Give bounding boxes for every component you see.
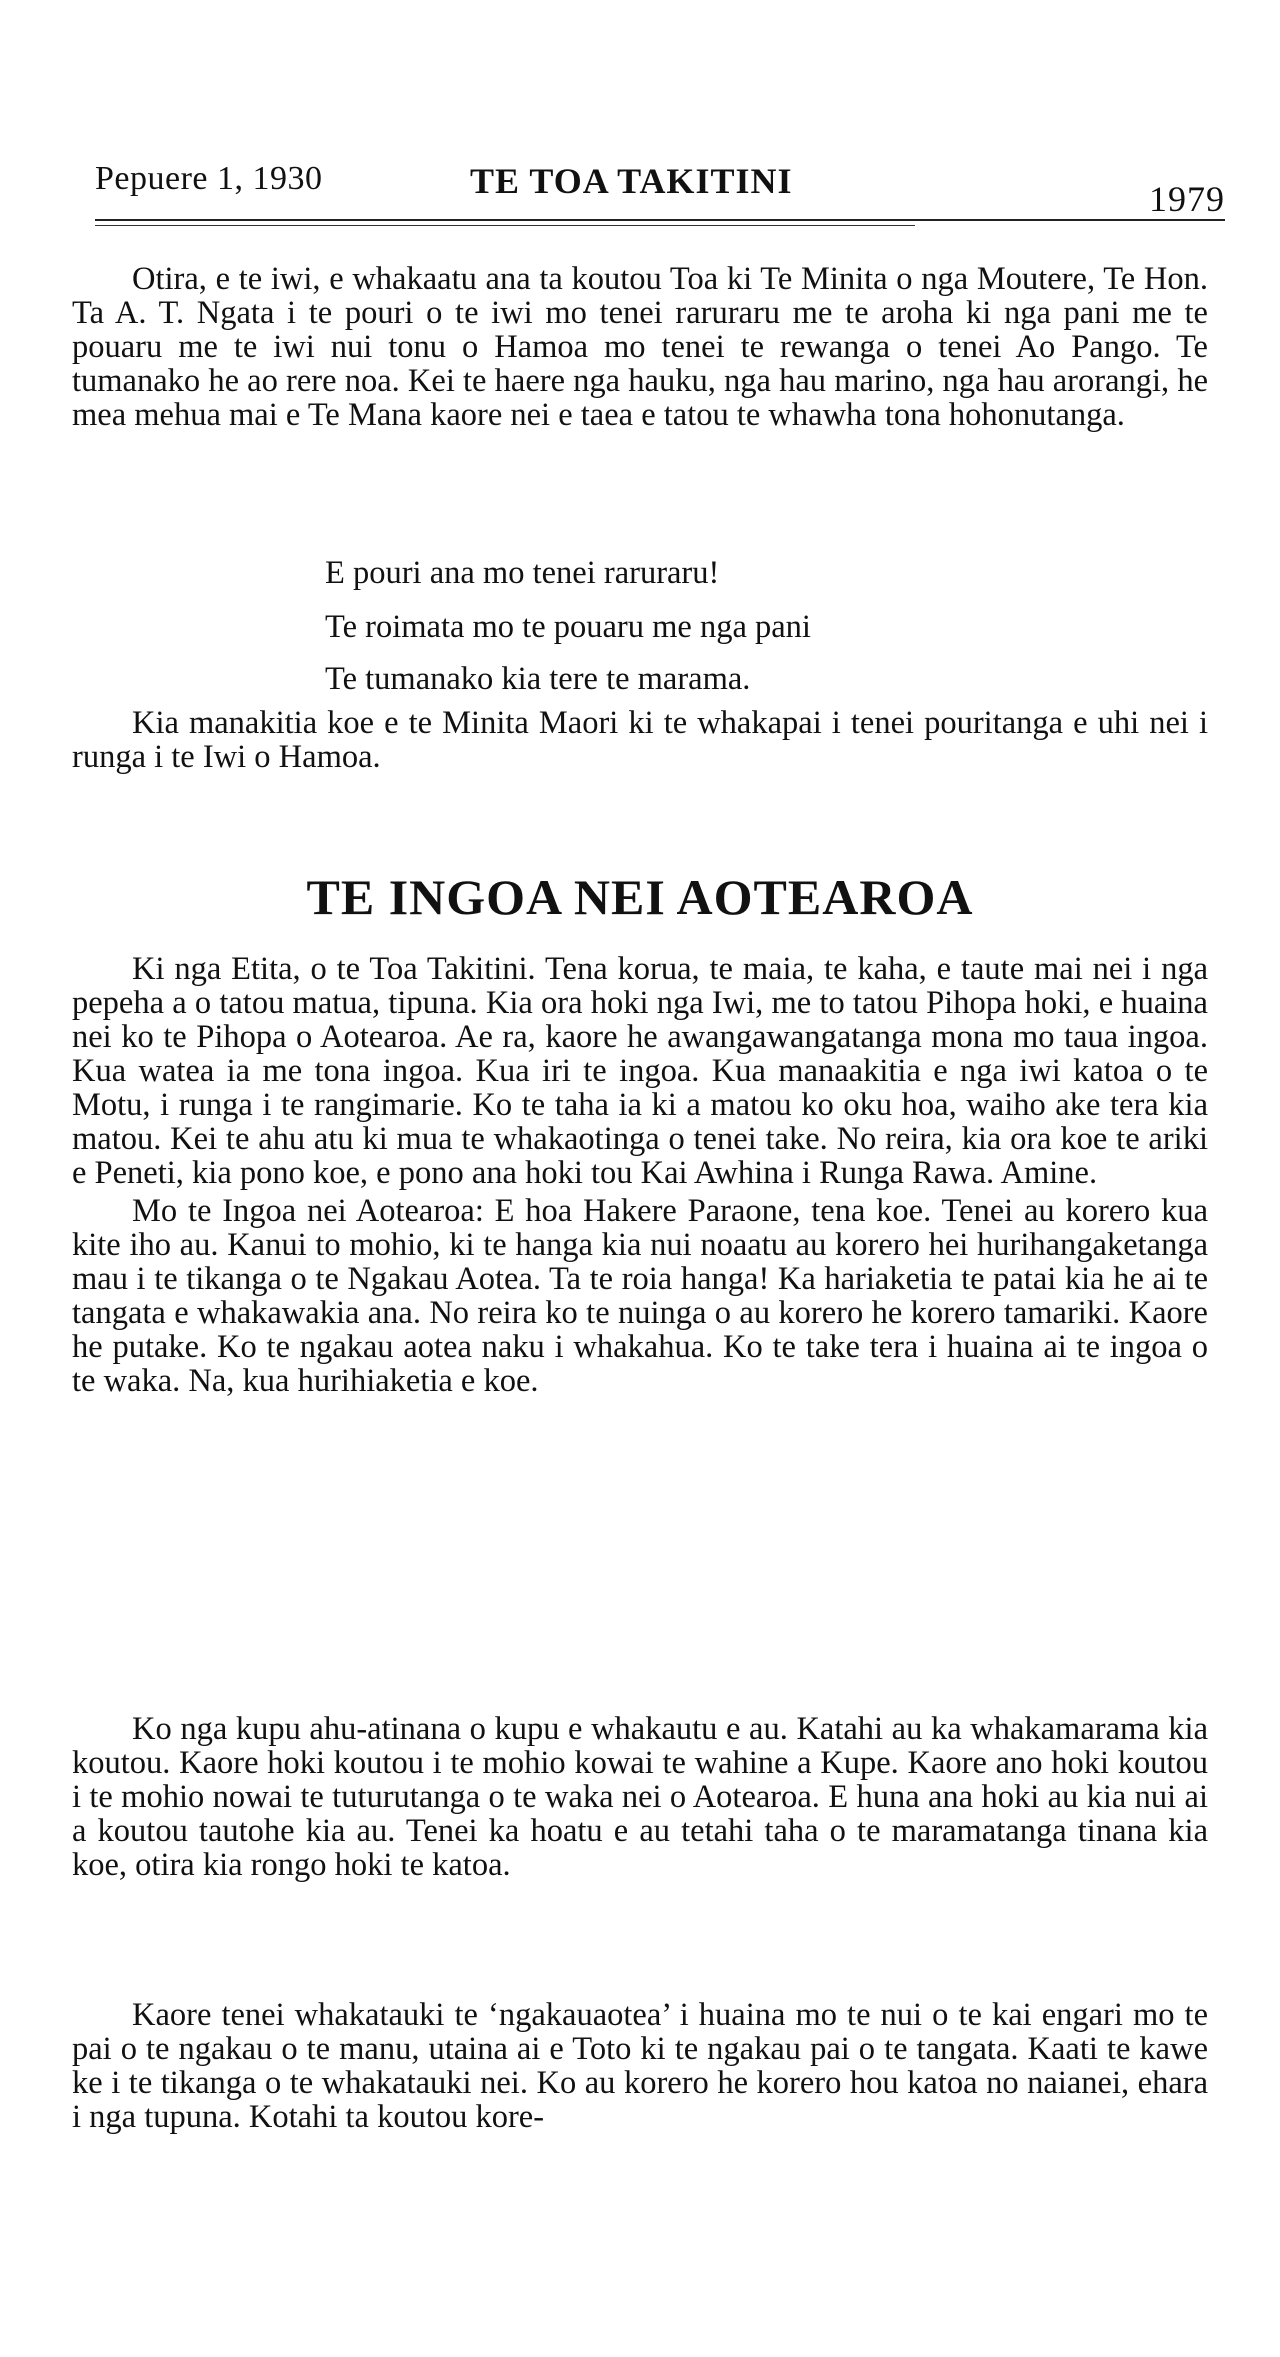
page-header [95, 160, 1225, 220]
intro-paragraph-1: Otira, e te iwi, e whakaatu ana ta koutou Toa ki Te Minita o nga Moutere, Te Hon. Ta A. T. Ngata i te pouri o te iwi mo tenei raruraru me te aroha ki nga pani me te pouaru me te iwi nui tonu o Hamoa mo tenei te rewanga o tenei Ao Pango. Te tumanako he ao rere noa. Kei te haere nga hauku, nga hau marino, nga hau arorangi, he mea mehua mai e Te Mana kaore nei e taea e tatou te whawha tona hohonutanga. [72, 261, 1208, 433]
article-paragraph: Kaore tenei whakatauki te ‘ngakauaotea’ i huaina mo te nui o te kai engari mo te pai o te ngakau o te manu, utaina ai e Toto ki te ngakau pai o te tangata. Kaati te kawe ke i te tikanga o te whakatauki nei. Ko au korero he korero hou katoa no naianei, ehara i nga tupuna. Kotahi ta koutou kore- [72, 1997, 1208, 2135]
intro-paragraph-2: Kia manakitia koe e te Minita Maori ki te whakapai i tenei pouritanga e uhi nei i runga i te Iwi o Hamoa. [72, 705, 1208, 775]
header-page-number: 1979 [1149, 179, 1225, 219]
article-body-upper [72, 952, 1208, 1398]
article-body-middle [72, 1712, 1208, 1882]
article-paragraph: Mo te Ingoa nei Aotearoa: E hoa Hakere Paraone, tena koe. Tenei au korero kua kite iho au. Kanui to mohio, ki te hanga kia nui noaatu au korero hei hurihangaketanga mau i te tikanga o te Ngakau Aotea. Ta te roia hanga! Ka hariaketia te patai kia he ai te tangata e whakawakia ana. No reira ko te nuinga o au korero he korero tamariki. Kaore he putake. Ko te ngakau aotea naku i whakahua. Ko te take tera i huaina ai te ingoa o te waka. Na, kua hurihiaketia e koe. [72, 1193, 1208, 1399]
verse-line-2: Te roimata mo te pouaru me nga pani [325, 609, 811, 645]
header-rule [95, 219, 1225, 221]
header-publication-title: TE TOA TAKITINI [470, 161, 793, 201]
intro-paragraph-1-block [72, 262, 1208, 432]
verse-line-1: E pouri ana mo tenei raruraru! [325, 555, 720, 591]
header-rule-thin [95, 225, 915, 226]
header-date: Pepuere 1, 1930 [95, 160, 323, 197]
article-paragraph: Ko nga kupu ahu-atinana o kupu e whakautu e au. Katahi au ka whakamarama kia koutou. Kaore hoki koutou i te mohio kowai te wahine a Kupe. Kaore ano hoki koutou i te mohio nowai te tuturutanga o te waka nei o Aotearoa. E huna ana hoki au kia nui ai a koutou tautohe kia au. Tenei ka hoatu e au tetahi taha o te maramatanga tinana kia koe, otira kia rongo hoki te katoa. [72, 1711, 1208, 1883]
intro-paragraph-2-block [72, 706, 1208, 774]
article-title: TE INGOA NEI AOTEAROA [306, 869, 974, 925]
article-body-lower [72, 1998, 1208, 2134]
verse-line-3: Te tumanako kia tere te marama. [325, 661, 751, 697]
article-paragraph: Ki nga Etita, o te Toa Takitini. Tena korua, te maia, te kaha, e taute mai nei i nga pepeha a o tatou matua, tipuna. Kia ora hoki nga Iwi, me to tatou Pihopa hoki, e huaina nei ko te Pihopa o Aotearoa. Ae ra, kaore he awangawangatanga mona mo taua ingoa. Kua watea ia me tona ingoa. Kua iri te ingoa. Kua manaakitia e nga iwi katoa o te Motu, i runga i te rangimarie. Ko te taha ia ki a matou ko oku hoa, waiho ake tera kia matou. Kei te ahu atu ki mua te whakaotinga o tenei take. No reira, kia ora koe te ariki e Peneti, kia pono koe, e pono ana hoki tou Kai Awhina i Runga Rawa. Amine. [72, 951, 1208, 1191]
